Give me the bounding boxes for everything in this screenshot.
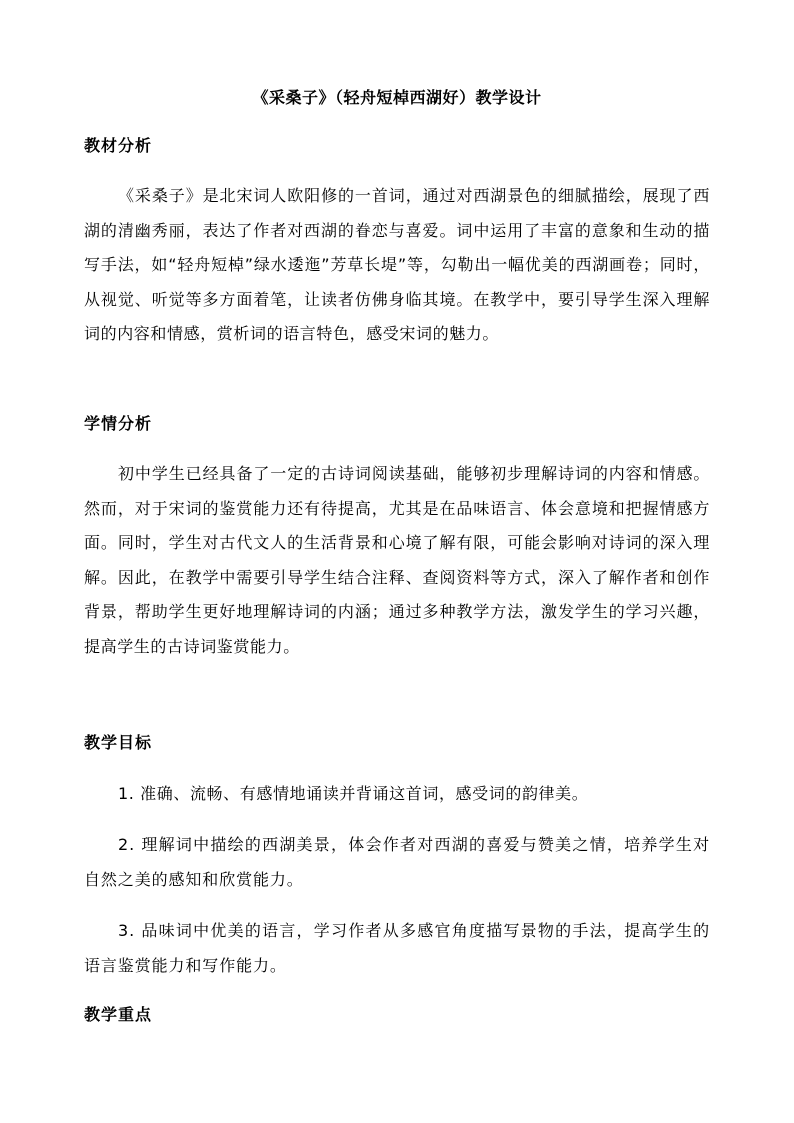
goal-item-3: 3. 品味词中优美的语言，学习作者从多感官角度描写景物的手法，提高学生的语言鉴赏能力和写作能力。 <box>84 921 710 975</box>
paragraph-learner-analysis: 初中学生已经具备了一定的古诗词阅读基础，能够初步理解诗词的内容和情感。然而，对于宋词的鉴赏能力还有待提高，尤其是在品味语言、体会意境和把握情感方面。同时，学生对古代文人的生活背景和心境了解有限，可能会影响对诗词的深入理解。因此，在教学中需要引导学生结合注释、查阅资料等方式，深入了解作者和创作背景，帮助学生更好地理解诗词的内涵；通过多种教学方法，激发学生的学习兴趣，提高学生的古诗词鉴赏能力。 <box>84 464 710 656</box>
document-title: 《采桑子》（轻舟短棹西湖好）教学设计 <box>252 88 542 107</box>
section-heading-teaching-goals: 教学目标 <box>84 733 153 752</box>
section-heading-textbook-analysis: 教材分析 <box>84 136 153 155</box>
section-heading-teaching-focus: 教学重点 <box>84 1005 153 1024</box>
section-heading-learner-analysis: 学情分析 <box>84 414 153 433</box>
goal-item-2: 2. 理解词中描绘的西湖美景，体会作者对西湖的喜爱与赞美之情，培养学生对自然之美的感知和欣赏能力。 <box>84 835 710 889</box>
goal-item-1: 1. 准确、流畅、有感情地诵读并背诵这首词，感受词的韵律美。 <box>118 784 589 803</box>
paragraph-textbook-analysis: 《采桑子》是北宋词人欧阳修的一首词，通过对西湖景色的细腻描绘，展现了西湖的清幽秀丽，表达了作者对西湖的眷恋与喜爱。词中运用了丰富的意象和生动的描写手法，如“轻舟短棹”绿水逶迤”芳草长堤”等，勾勒出一幅优美的西湖画卷；同时，从视觉、听觉等多方面着笔，让读者仿佛身临其境。在教学中，要引导学生深入理解词的内容和情感，赏析词的语言特色，感受宋词的魅力。 <box>84 186 710 343</box>
